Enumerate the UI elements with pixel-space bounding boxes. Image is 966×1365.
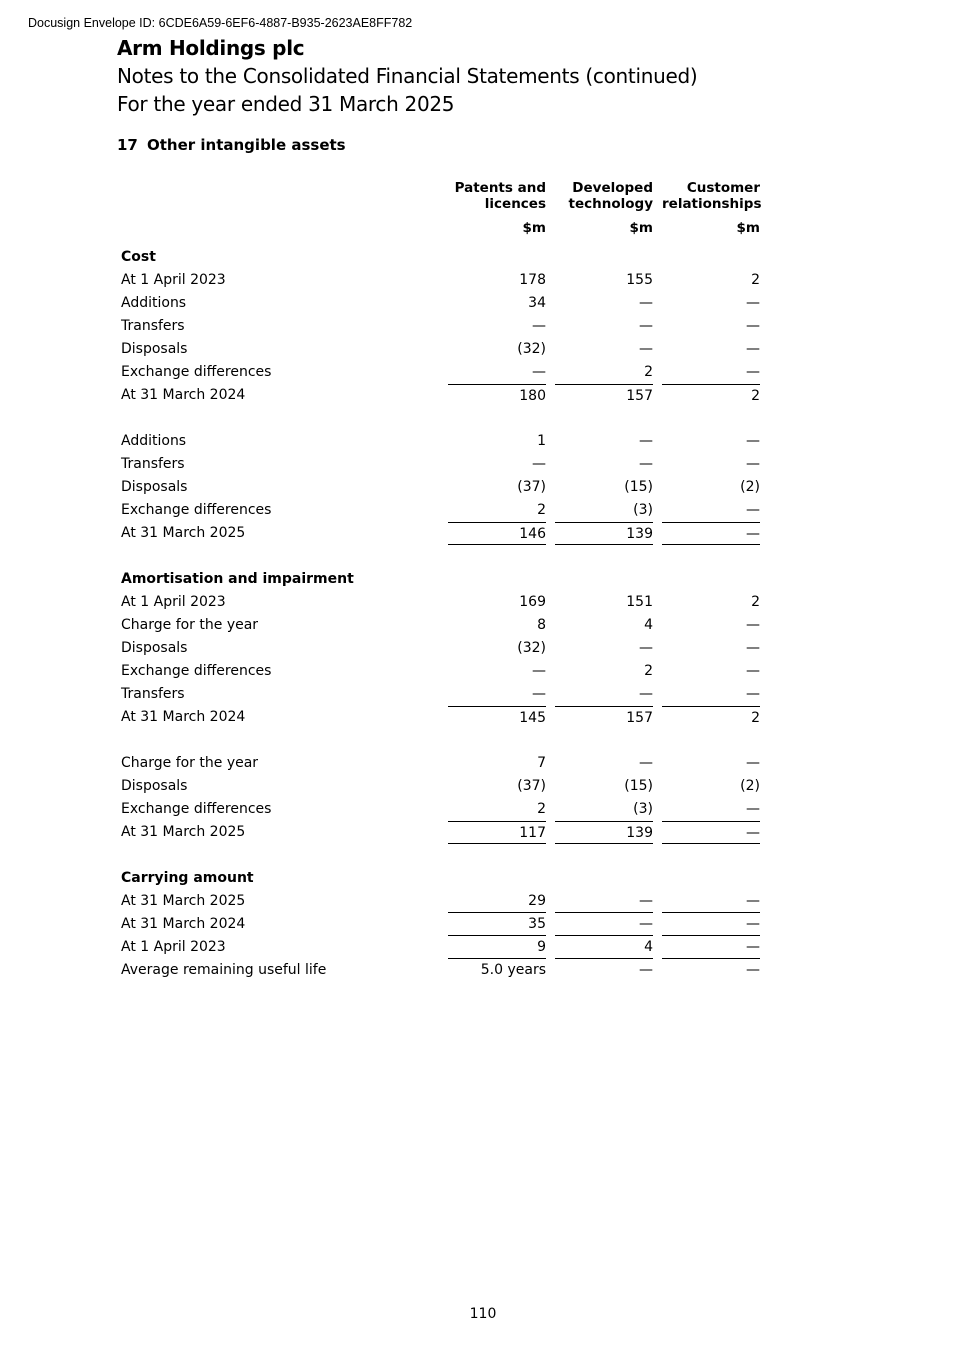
row-spacer bbox=[117, 407, 767, 430]
row-label: Disposals bbox=[121, 640, 188, 656]
table-row bbox=[117, 890, 767, 913]
row-label: Charge for the year bbox=[121, 617, 259, 633]
row-label: Transfers bbox=[121, 318, 185, 334]
cell-customer: — bbox=[746, 617, 760, 633]
cell-customer: — bbox=[746, 640, 760, 656]
table-row bbox=[117, 752, 767, 775]
docusign-envelope-id: Docusign Envelope ID: 6CDE6A59-6EF6-4887-B935-2623AE8FF782 bbox=[28, 16, 413, 30]
cell-developed: — bbox=[639, 433, 653, 449]
cell-developed: 139 bbox=[555, 821, 653, 844]
row-heading: Carrying amount bbox=[121, 870, 254, 886]
column-header-line: technology bbox=[568, 196, 653, 212]
cell-customer: — bbox=[746, 755, 760, 771]
table-row bbox=[117, 936, 767, 959]
table-row bbox=[117, 913, 767, 936]
table-row bbox=[117, 292, 767, 315]
cell-patents: 5.0 years bbox=[480, 962, 546, 978]
cell-developed: — bbox=[639, 640, 653, 656]
cell-patents: 169 bbox=[519, 594, 546, 610]
cell-patents: 8 bbox=[537, 617, 546, 633]
cell-patents: 178 bbox=[519, 272, 546, 288]
cell-developed: (15) bbox=[624, 479, 653, 495]
row-label: At 31 March 2024 bbox=[121, 387, 246, 403]
total-row bbox=[117, 522, 767, 545]
cell-patents: — bbox=[532, 364, 546, 380]
cell-developed: (3) bbox=[633, 801, 653, 817]
row-spacer bbox=[117, 729, 767, 752]
row-label: At 31 March 2024 bbox=[121, 916, 246, 932]
cell-customer: — bbox=[662, 890, 760, 913]
cell-customer: 2 bbox=[751, 272, 760, 288]
row-label: At 31 March 2025 bbox=[121, 893, 246, 909]
cell-patents: — bbox=[532, 456, 546, 472]
row-label: Exchange differences bbox=[121, 801, 272, 817]
table-header bbox=[117, 180, 767, 246]
cell-patents: — bbox=[532, 318, 546, 334]
column-header-line: Developed bbox=[572, 180, 653, 196]
table-row bbox=[117, 775, 767, 798]
cell-customer: — bbox=[662, 936, 760, 959]
row-label: Exchange differences bbox=[121, 663, 272, 679]
section-heading: Other intangible assets bbox=[147, 136, 346, 154]
cell-patents: (32) bbox=[517, 341, 546, 357]
table-row bbox=[117, 361, 767, 384]
cell-patents: (37) bbox=[517, 778, 546, 794]
row-label: Exchange differences bbox=[121, 364, 272, 380]
cost-heading-row bbox=[117, 246, 767, 269]
cell-developed: — bbox=[555, 890, 653, 913]
table-row bbox=[117, 683, 767, 706]
cell-developed: 157 bbox=[555, 706, 653, 729]
cell-customer: — bbox=[746, 364, 760, 380]
document-subtitle: Notes to the Consolidated Financial Statements (continued) bbox=[117, 64, 698, 88]
row-spacer bbox=[117, 545, 767, 568]
subtotal-row bbox=[117, 384, 767, 407]
cell-patents: 145 bbox=[448, 706, 546, 729]
cell-customer: — bbox=[746, 295, 760, 311]
table-row bbox=[117, 959, 767, 982]
table-row bbox=[117, 637, 767, 660]
cell-developed: — bbox=[639, 456, 653, 472]
table-row bbox=[117, 798, 767, 821]
cell-developed: (15) bbox=[624, 778, 653, 794]
column-header-customer-relationships bbox=[662, 180, 760, 236]
cell-developed: 4 bbox=[644, 617, 653, 633]
row-heading: Cost bbox=[121, 249, 156, 265]
cell-customer: (2) bbox=[740, 479, 760, 495]
cell-customer: 2 bbox=[662, 706, 760, 729]
cell-developed: 139 bbox=[555, 522, 653, 545]
column-header-developed-technology bbox=[555, 180, 653, 236]
section-number: 17 bbox=[117, 136, 138, 154]
reporting-period: For the year ended 31 March 2025 bbox=[117, 92, 455, 116]
table-row bbox=[117, 476, 767, 499]
company-name: Arm Holdings plc bbox=[117, 36, 305, 60]
row-label: Disposals bbox=[121, 479, 188, 495]
cell-customer: 2 bbox=[662, 384, 760, 407]
cell-patents: (37) bbox=[517, 479, 546, 495]
cell-patents: 180 bbox=[448, 384, 546, 407]
subtotal-row bbox=[117, 706, 767, 729]
cell-developed: — bbox=[639, 341, 653, 357]
cell-developed: 157 bbox=[555, 384, 653, 407]
cell-developed: — bbox=[639, 755, 653, 771]
cell-customer: — bbox=[746, 663, 760, 679]
cell-patents: 9 bbox=[448, 936, 546, 959]
cell-developed: — bbox=[639, 318, 653, 334]
cell-developed: — bbox=[555, 913, 653, 936]
row-label: At 1 April 2023 bbox=[121, 939, 226, 955]
cell-patents: 2 bbox=[537, 801, 546, 817]
cell-developed: — bbox=[639, 686, 653, 702]
page-number: 110 bbox=[469, 1306, 497, 1322]
row-label: Transfers bbox=[121, 456, 185, 472]
row-label: Additions bbox=[121, 433, 187, 449]
row-label: Disposals bbox=[121, 778, 188, 794]
cell-customer: — bbox=[662, 522, 760, 545]
table-row bbox=[117, 315, 767, 338]
table-row bbox=[117, 269, 767, 292]
table-row bbox=[117, 614, 767, 637]
cell-customer: (2) bbox=[740, 778, 760, 794]
row-label: At 31 March 2025 bbox=[121, 525, 246, 541]
row-label: At 31 March 2024 bbox=[121, 709, 246, 725]
row-label: At 1 April 2023 bbox=[121, 272, 226, 288]
intangible-assets-table bbox=[117, 180, 767, 982]
cell-patents: (32) bbox=[517, 640, 546, 656]
column-unit: $m bbox=[736, 220, 760, 236]
row-label: Average remaining useful life bbox=[121, 962, 327, 978]
cell-customer: — bbox=[746, 502, 760, 518]
cell-developed: 2 bbox=[644, 364, 653, 380]
row-label: At 1 April 2023 bbox=[121, 594, 226, 610]
cell-developed: (3) bbox=[633, 502, 653, 518]
column-header-line: licences bbox=[484, 196, 546, 212]
column-header-line: relationships bbox=[662, 196, 762, 212]
row-label: Transfers bbox=[121, 686, 185, 702]
cell-developed: 151 bbox=[626, 594, 653, 610]
row-label: Charge for the year bbox=[121, 755, 259, 771]
row-label: Additions bbox=[121, 295, 187, 311]
cell-customer: — bbox=[746, 456, 760, 472]
table-row bbox=[117, 338, 767, 361]
cell-developed: 155 bbox=[626, 272, 653, 288]
cell-customer: — bbox=[746, 801, 760, 817]
row-spacer bbox=[117, 844, 767, 867]
cell-customer: — bbox=[746, 686, 760, 702]
cell-developed: 4 bbox=[555, 936, 653, 959]
cell-customer: — bbox=[662, 913, 760, 936]
table-row bbox=[117, 453, 767, 476]
cell-developed: — bbox=[639, 295, 653, 311]
column-header-line: Customer bbox=[686, 180, 760, 196]
column-unit: $m bbox=[629, 220, 653, 236]
table-row bbox=[117, 430, 767, 453]
cell-customer: — bbox=[662, 821, 760, 844]
cell-patents: 2 bbox=[537, 502, 546, 518]
cell-customer: — bbox=[746, 962, 760, 978]
cell-developed: — bbox=[639, 962, 653, 978]
carrying-amount-heading-row bbox=[117, 867, 767, 890]
cell-patents: 117 bbox=[448, 821, 546, 844]
cell-patents: 146 bbox=[448, 522, 546, 545]
cell-customer: 2 bbox=[751, 594, 760, 610]
table-row bbox=[117, 660, 767, 683]
section-title bbox=[117, 136, 346, 154]
row-label: Disposals bbox=[121, 341, 188, 357]
cell-patents: 35 bbox=[448, 913, 546, 936]
column-header-patents bbox=[448, 180, 546, 236]
column-unit: $m bbox=[522, 220, 546, 236]
row-heading: Amortisation and impairment bbox=[121, 571, 354, 587]
cell-patents: — bbox=[532, 686, 546, 702]
cell-patents: 7 bbox=[537, 755, 546, 771]
cell-patents: 29 bbox=[448, 890, 546, 913]
total-row bbox=[117, 821, 767, 844]
column-header-line: Patents and bbox=[454, 180, 546, 196]
cell-customer: — bbox=[746, 318, 760, 334]
table-row bbox=[117, 499, 767, 522]
cell-patents: 1 bbox=[537, 433, 546, 449]
table-row bbox=[117, 591, 767, 614]
cell-patents: 34 bbox=[528, 295, 546, 311]
row-label: At 31 March 2025 bbox=[121, 824, 246, 840]
cell-developed: 2 bbox=[644, 663, 653, 679]
cell-customer: — bbox=[746, 433, 760, 449]
cell-patents: — bbox=[532, 663, 546, 679]
cell-customer: — bbox=[746, 341, 760, 357]
amortisation-heading-row bbox=[117, 568, 767, 591]
row-label: Exchange differences bbox=[121, 502, 272, 518]
